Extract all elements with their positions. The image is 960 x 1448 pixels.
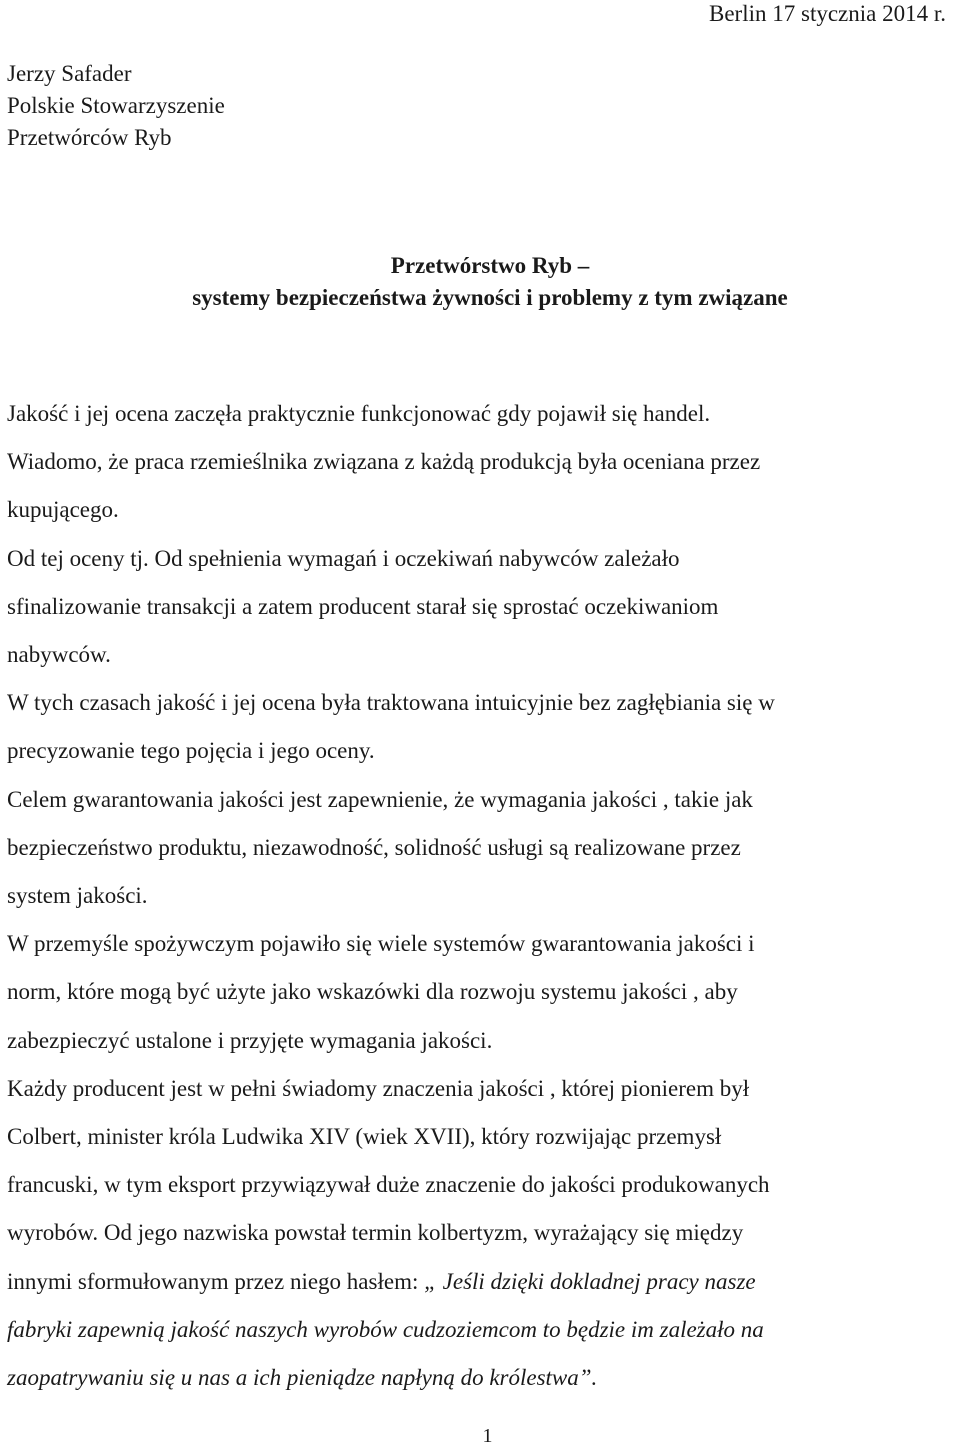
- body-line: nabywców.: [7, 642, 111, 668]
- body-line: wyrobów. Od jego nazwiska powstał termin kolbertyzm, wyrażający się między: [7, 1220, 744, 1246]
- body-line: francuski, w tym eksport przywiązywał duże znaczenie do jakości produkowanych: [7, 1172, 770, 1198]
- document-title: [0, 250, 960, 314]
- quote-closing-mark: ”.: [578, 1365, 598, 1391]
- body-line: norm, które mogą być użyte jako wskazówki dla rozwoju systemu jakości , aby: [7, 979, 738, 1005]
- quote-text-part-1: „ Jeśli dzięki dokladnej pracy nasze: [424, 1268, 756, 1294]
- body-line-with-quote-start: [7, 1258, 947, 1306]
- title-line-2: systemy bezpieczeństwa żywności i problemy z tym związane: [192, 285, 788, 310]
- body-line: kupującego.: [7, 497, 119, 523]
- body-line: Jakość i jej ocena zaczęła praktycznie funkcjonować gdy pojawił się handel.: [7, 401, 711, 426]
- quote-text-part-2: fabryki zapewnią jakość naszych wyrobów cudzoziemcom to będzie im zależało na: [7, 1316, 764, 1342]
- body-line: W przemyśle spożywczym pojawiło się wiele systemów gwarantowania jakości i: [7, 931, 755, 957]
- sender-organization-line-2: Przetwórców Ryb: [7, 125, 172, 150]
- body-line: Od tej oceny tj. Od spełnienia wymagań i oczekiwań nabywców zależało: [7, 545, 680, 571]
- letter-date: Berlin 17 stycznia 2014 r.: [709, 1, 946, 26]
- body-line: Colbert, minister króla Ludwika XIV (wiek XVII), który rozwijając przemysł: [7, 1124, 722, 1150]
- title-line-1: Przetwórstwo Ryb –: [390, 253, 590, 278]
- body-line: bezpieczeństwo produktu, niezawodność, solidność usługi są realizowane przez: [7, 834, 741, 860]
- sender-name: Jerzy Safader: [7, 61, 132, 86]
- body-line: zabezpieczyć ustalone i przyjęte wymagania jakości.: [7, 1027, 493, 1053]
- quote-intro-text: innymi sformułowanym przez niego hasłem:: [7, 1268, 425, 1294]
- body-line: Każdy producent jest w pełni świadomy znaczenia jakości , której pionierem był: [7, 1075, 750, 1101]
- body-line: precyzowanie tego pojęcia i jego oceny.: [7, 738, 375, 764]
- body-line: sfinalizowanie transakcji a zatem producent starał się sprostać oczekiwaniom: [7, 593, 719, 619]
- document-body: [7, 390, 947, 1402]
- body-line: W tych czasach jakość i jej ocena była traktowana intuicyjnie bez zagłębiania się w: [7, 690, 775, 716]
- body-line: Wiadomo, że praca rzemieślnika związana z każdą produkcją była oceniana przez: [7, 449, 761, 475]
- page-number: 1: [482, 1425, 493, 1447]
- body-line: system jakości.: [7, 883, 148, 909]
- sender-organization-line-1: Polskie Stowarzyszenie: [7, 93, 225, 118]
- body-line: Celem gwarantowania jakości jest zapewnienie, że wymagania jakości , takie jak: [7, 786, 753, 812]
- body-line-quote-end: [7, 1354, 947, 1402]
- sender-block: [7, 58, 225, 154]
- quote-text-part-3: zaopatrywaniu się u nas a ich pieniądze napłyną do królestwa: [7, 1365, 579, 1391]
